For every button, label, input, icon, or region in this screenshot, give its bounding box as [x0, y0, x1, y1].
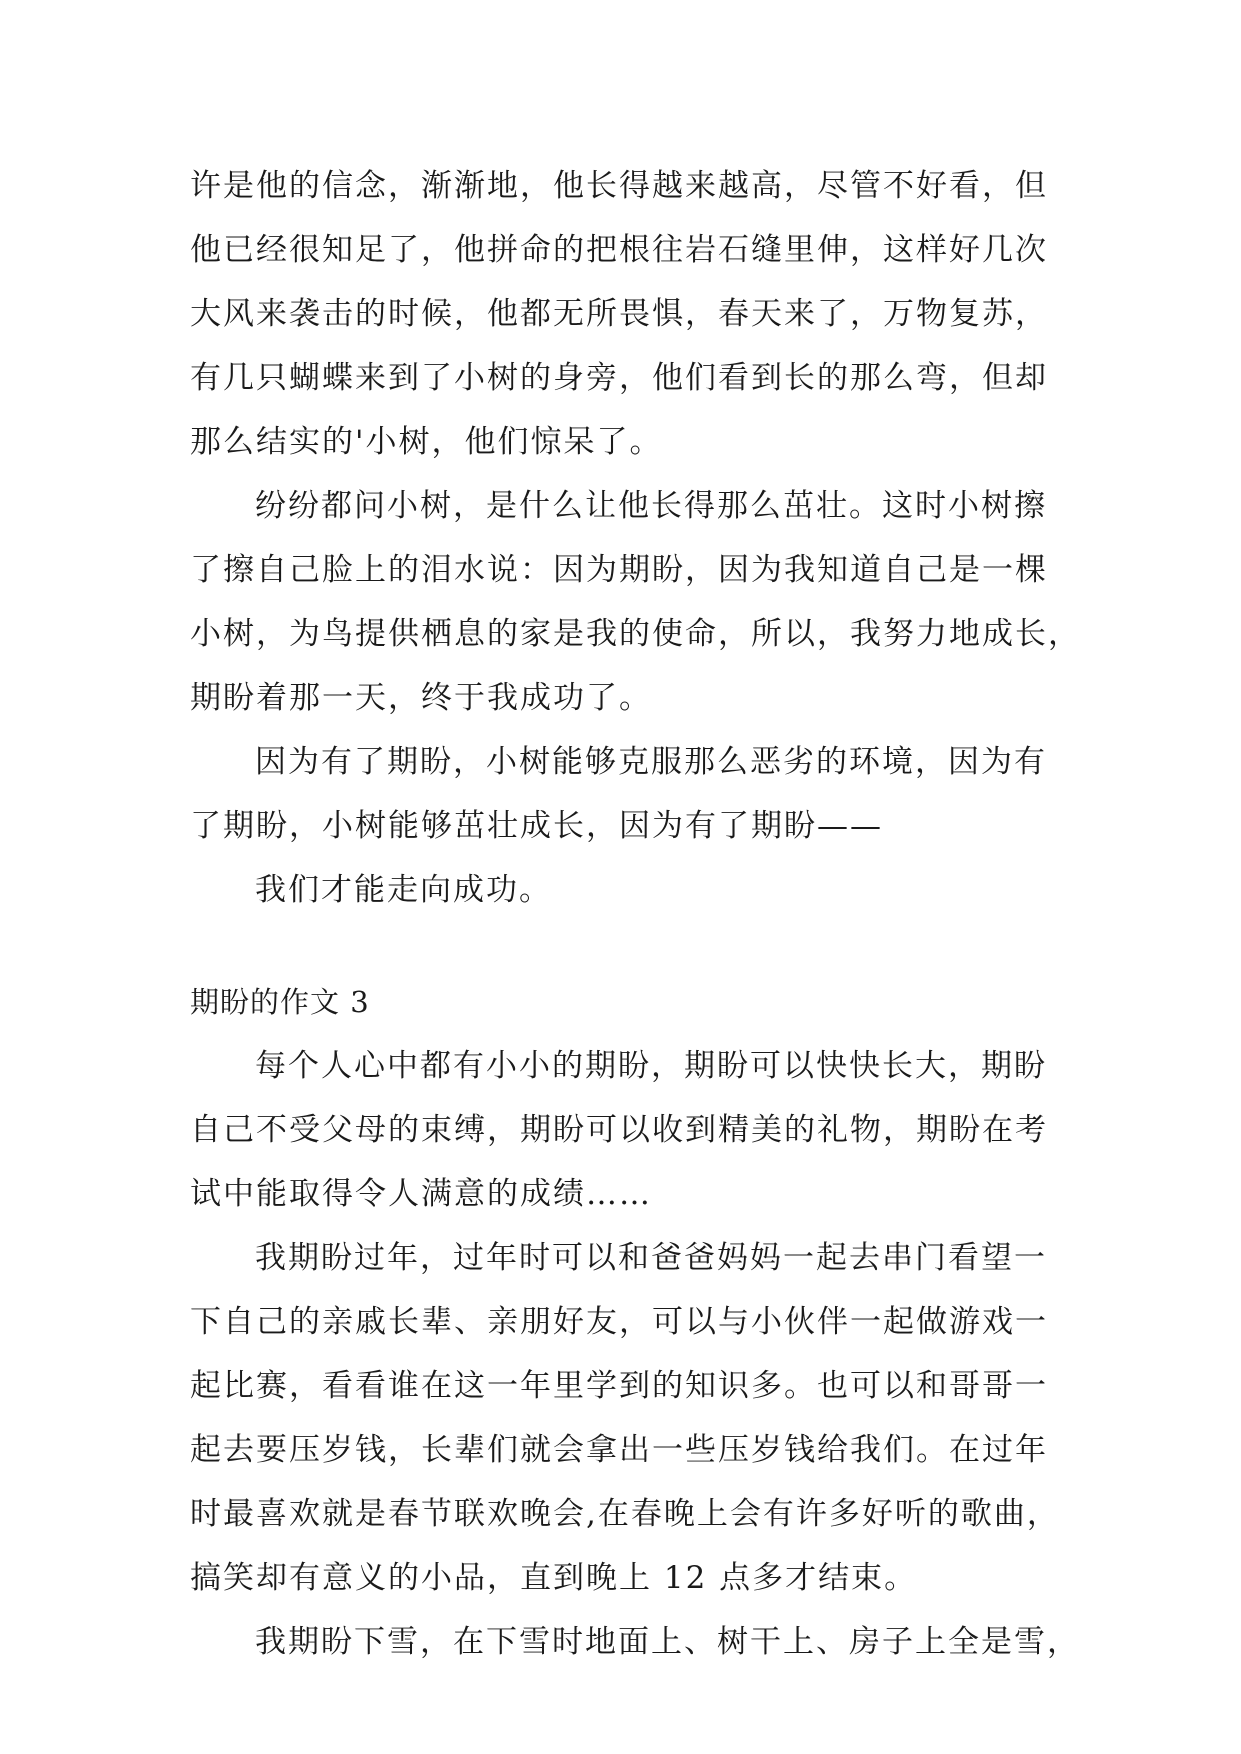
paragraph-line: 试中能取得令人满意的成绩……: [190, 1176, 652, 1212]
paragraph-line: 自己不受父母的束缚，期盼可以收到精美的礼物，期盼在考: [190, 1112, 1048, 1148]
paragraph-line: 起去要压岁钱，长辈们就会拿出一些压岁钱给我们。在过年: [190, 1432, 1048, 1468]
paragraph-line: 了期盼，小树能够茁壮成长，因为有了期盼——: [190, 808, 883, 844]
paragraph-line: 每个人心中都有小小的期盼，期盼可以快快长大，期盼: [255, 1048, 1047, 1084]
paragraph-line: 有几只蝴蝶来到了小树的身旁，他们看到长的那么弯，但却: [190, 360, 1048, 396]
paragraph-line: 纷纷都问小树，是什么让他长得那么茁壮。这时小树擦: [255, 488, 1047, 524]
paragraph-line: 下自己的亲戚长辈、亲朋好友，可以与小伙伴一起做游戏一: [190, 1304, 1048, 1340]
paragraph-line: 大风来袭击的时候，他都无所畏惧，春天来了，万物复苏，: [190, 296, 1048, 332]
paragraph-line: 期盼着那一天，终于我成功了。: [190, 680, 652, 716]
paragraph-line: 了擦自己脸上的泪水说：因为期盼，因为我知道自己是一棵: [190, 552, 1048, 588]
paragraph-line: 小树，为鸟提供栖息的家是我的使命，所以，我努力地成长，: [190, 616, 1081, 652]
paragraph-line: 那么结实的'小树，他们惊呆了。: [190, 424, 663, 460]
paragraph-line: 我期盼下雪，在下雪时地面上、树干上、房子上全是雪，: [255, 1624, 1080, 1660]
paragraph-line: 他已经很知足了，他拼命的把根往岩石缝里伸，这样好几次: [190, 232, 1048, 268]
paragraph-line: 起比赛，看看谁在这一年里学到的知识多。也可以和哥哥一: [190, 1368, 1048, 1404]
paragraph-line: 我们才能走向成功。: [255, 872, 552, 908]
paragraph-line: 许是他的信念，渐渐地，他长得越来越高，尽管不好看，但: [190, 168, 1048, 204]
paragraph-line: 我期盼过年，过年时可以和爸爸妈妈一起去串门看望一: [255, 1240, 1047, 1276]
paragraph-line: 时最喜欢就是春节联欢晚会,在春晚上会有许多好听的歌曲，: [190, 1496, 1060, 1532]
paragraph-line: 搞笑却有意义的小品，直到晚上 12 点多才结束。: [190, 1560, 918, 1596]
section-title: 期盼的作文 3: [190, 985, 370, 1019]
paragraph-line: 因为有了期盼，小树能够克服那么恶劣的环境，因为有: [255, 744, 1047, 780]
